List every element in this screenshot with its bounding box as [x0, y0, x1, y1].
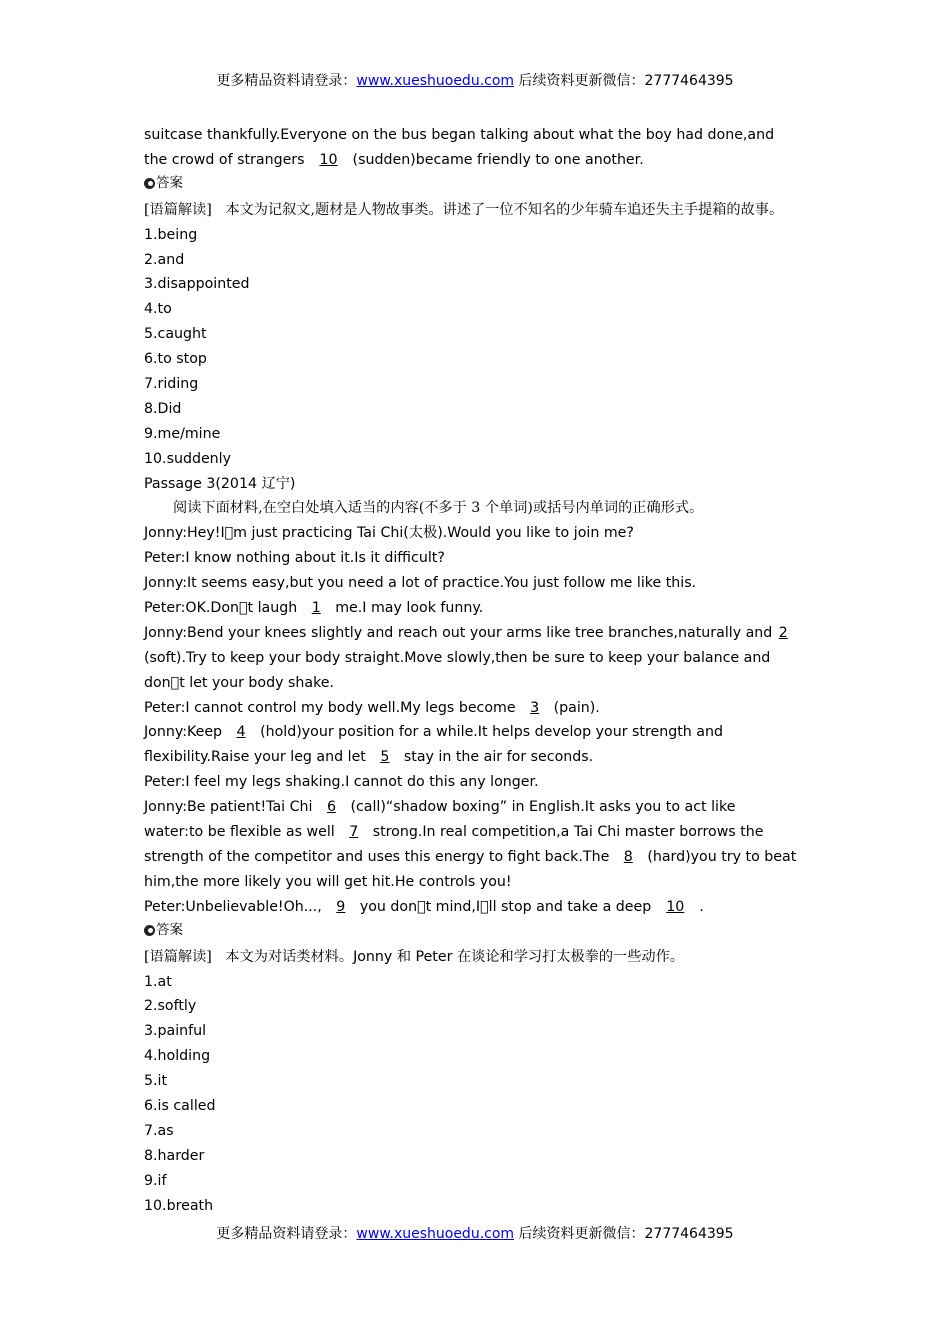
text-span: me.I may look funny.: [335, 600, 484, 617]
answer-item: 10.suddenly: [144, 450, 232, 467]
answer-item: 2.softly: [144, 998, 197, 1015]
dialogue-line: [144, 720, 814, 745]
answer-item: 3.painful: [144, 1023, 207, 1040]
text-span: the crowd of strangers: [144, 151, 305, 168]
answer-item: 1.at: [144, 973, 172, 990]
blank-3: 3: [530, 699, 540, 716]
text-span: Jonny:Keep: [144, 724, 223, 741]
footer-wechat: 2777464395: [644, 1226, 734, 1242]
analysis-line: [144, 945, 814, 970]
answer-item: 10.breath: [144, 1197, 214, 1214]
text-span: (pain).: [553, 699, 600, 716]
footer-suffix: 后续资料更新微信：: [514, 1226, 645, 1242]
instruction: 阅读下面材料,在空白处填入适当的内容(不多于 3 个单词)或括号内单词的正确形式。: [173, 500, 704, 517]
text-span: strength of the competitor and uses this energy to fight back.The: [144, 848, 610, 865]
dialogue-line: Peter:I feel my legs shaking.I cannot do this any longer.: [144, 774, 539, 791]
blank-5: 5: [380, 749, 390, 766]
analysis-line: [144, 198, 814, 223]
answer-item: 6.to stop: [144, 351, 207, 368]
blank-2: 2: [778, 624, 788, 641]
text-span: (call)“shadow boxing” in English.It asks you to act like: [350, 799, 736, 816]
blank-9: 9: [336, 898, 346, 915]
dialogue-line: [144, 596, 814, 621]
answer-item: 4.holding: [144, 1048, 211, 1065]
text-span: Peter:OK.Don t laugh: [144, 600, 298, 617]
answer-item: 9.me/mine: [144, 425, 221, 442]
analysis-tag: [语篇解读]: [144, 201, 212, 218]
answer-item: 5.caught: [144, 326, 207, 343]
header-suffix: 后续资料更新微信：: [514, 73, 645, 89]
blank-6: 6: [326, 799, 336, 816]
dialogue-line: [144, 521, 814, 546]
analysis-text: 本文为记叙文,题材是人物故事类。讲述了一位不知名的少年骑车追还失主手提箱的故事。: [225, 201, 784, 218]
blank-10: 10: [666, 898, 685, 915]
header-wechat: 2777464395: [644, 73, 734, 89]
footer-link[interactable]: www.xueshuoedu.com: [356, 1226, 515, 1242]
dialogue-line: [144, 621, 814, 646]
text-span: 和: [392, 948, 416, 965]
answer-item: 7.riding: [144, 376, 199, 393]
text-span: 在谈论和学习打太极拳的一些动作。: [452, 948, 684, 965]
text-span: you don t mind,I ll stop and take a deep: [359, 898, 652, 915]
answer-item: 4.to: [144, 301, 172, 318]
answer-item: 5.it: [144, 1073, 168, 1090]
text-span: Jonny:Be patient!Tai Chi: [144, 799, 313, 816]
answer-item: 9.if: [144, 1172, 167, 1189]
answer-label: 答案: [156, 174, 183, 191]
dialogue-line: Peter:I know nothing about it.Is it difficult?: [144, 550, 445, 567]
text-span: 本文为对话类材料。: [225, 948, 354, 965]
dialogue-line: Jonny:It seems easy,but you need a lot of practice.You just follow me like this.: [144, 575, 697, 592]
dialogue-line: [144, 845, 814, 870]
text-span: ).Would you like to join me?: [437, 525, 634, 542]
answer-item: 7.as: [144, 1122, 174, 1139]
text-span: Jonny: [353, 948, 393, 965]
passage-title: [144, 472, 814, 497]
text-span: flexibility.Raise your leg and let: [144, 749, 366, 766]
analysis-tag: [语篇解读]: [144, 948, 212, 965]
header-link[interactable]: www.xueshuoedu.com: [356, 73, 515, 89]
text-span: Peter:Unbelievable!Oh...,: [144, 898, 322, 915]
answer-item: 2.and: [144, 251, 185, 268]
answer-icon: [144, 178, 155, 189]
text-span: (hold)your position for a while.It helps develop your strength and: [260, 724, 723, 741]
answer-item: 8.harder: [144, 1147, 205, 1164]
text-span: Jonny:Hey!I m just practicing Tai Chi(: [144, 525, 409, 542]
blank-1: 1: [311, 600, 321, 617]
answer-item: 8.Did: [144, 400, 182, 417]
answer-heading: [144, 173, 814, 194]
dialogue-line: [144, 795, 814, 820]
dialogue-line: [144, 696, 814, 721]
text-span: Jonny:Bend your knees slightly and reach out your arms like tree branches,naturally and: [144, 624, 773, 641]
text-span: Peter:I cannot control my body well.My legs become: [144, 699, 516, 716]
text-span: .: [699, 898, 704, 915]
blank-8: 8: [623, 848, 633, 865]
page-header: [0, 72, 950, 90]
text-span: 辽宁: [261, 475, 290, 492]
text-span: ): [289, 475, 296, 492]
document-body: [144, 123, 814, 1218]
page-footer: [0, 1225, 950, 1243]
answer-icon: [144, 925, 155, 936]
dialogue-line: [144, 820, 814, 845]
text-span: (sudden)became friendly to one another.: [352, 151, 644, 168]
dialogue-line: him,the more likely you will get hit.He controls you!: [144, 873, 512, 890]
answer-heading: [144, 920, 814, 941]
dialogue-line: don t let your body shake.: [144, 674, 335, 691]
dialogue-line: [144, 895, 814, 920]
text-span: 太极: [408, 525, 438, 542]
blank-7: 7: [349, 824, 359, 841]
text-span: strong.In real competition,a Tai Chi master borrows the: [372, 824, 764, 841]
text-span: stay in the air for seconds.: [403, 749, 594, 766]
p2-cont-line2: [144, 148, 814, 173]
dialogue-line: (soft).Try to keep your body straight.Move slowly,then be sure to keep your balance and: [144, 649, 771, 666]
footer-prefix: 更多精品资料请登录：: [216, 1226, 357, 1242]
blank-4: 4: [236, 724, 246, 741]
text-span: Peter: [415, 948, 453, 965]
answer-item: 6.is called: [144, 1097, 216, 1114]
dialogue-line: [144, 745, 814, 770]
answer-item: 1.being: [144, 226, 198, 243]
text-span: Passage 3(2014: [144, 475, 262, 492]
answer-item: 3.disappointed: [144, 276, 250, 293]
answer-label: 答案: [156, 921, 183, 938]
text-span: water:to be flexible as well: [144, 824, 335, 841]
blank-10: 10: [319, 151, 338, 168]
p2-cont-line1: suitcase thankfully.Everyone on the bus began talking about what the boy had done,and: [144, 127, 775, 143]
text-span: (hard)you try to beat: [647, 848, 797, 865]
header-prefix: 更多精品资料请登录：: [216, 73, 357, 89]
